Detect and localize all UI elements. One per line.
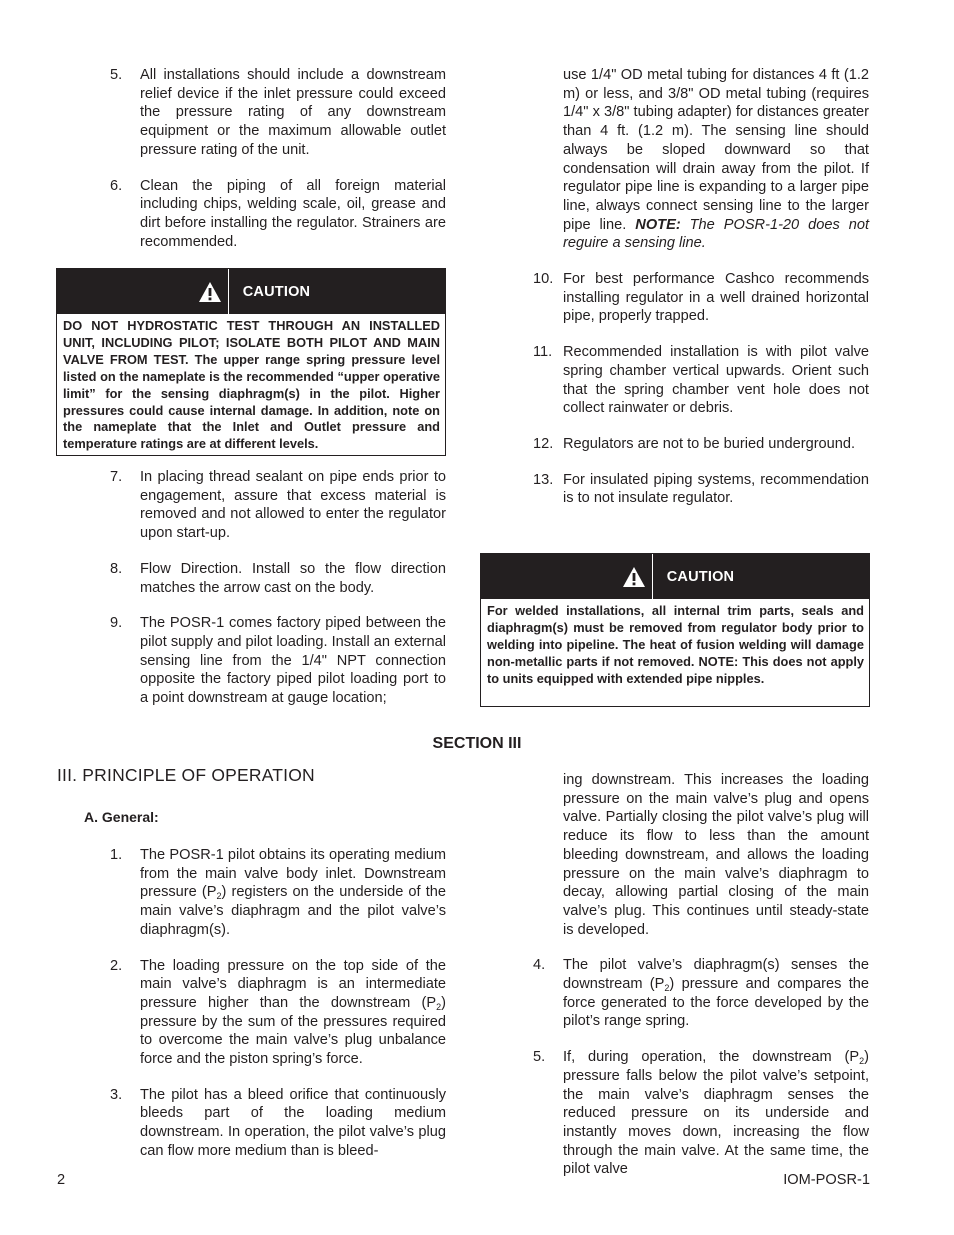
caution-header (57, 269, 445, 314)
item-text: Recommended installation is with pilot valve spring chamber vertical upwards. Orient such that the spring chamber vent hole does not collect rainwater or debris. (563, 344, 869, 417)
subscript: 2 (859, 1056, 865, 1067)
caution-text: For welded installations, all internal trim parts, seals and diaphragm(s) must be removed from regulator body prior to welding into pipeline. The heat of fusion welding will damage non-metallic parts if not removed. NOTE: This does not apply to units equipped with extended pipe nipples. (487, 603, 864, 686)
item-number: 2. (110, 957, 123, 974)
item-text: If, during operation, the downstream (P (563, 1049, 860, 1066)
list-item (110, 66, 446, 160)
left-mid-list (110, 468, 446, 725)
item-text-cont: ) pressure and compares the force generated to the force developed by the pilot’s range spring. (563, 976, 869, 1030)
list-item-continuation (533, 66, 869, 253)
list-item (533, 471, 869, 508)
list-item (533, 270, 869, 326)
item-text: Regulators are not to be buried underground. (563, 435, 856, 452)
item-text: In placing thread sealant on pipe ends prior to engagement, assure that excess material is removed and not allowed to enter the regulator upon start-up. (140, 469, 446, 542)
caution-label: CAUTION (666, 568, 735, 585)
item-number: 3. (110, 1086, 123, 1103)
item-number: 13. (533, 471, 554, 488)
item-number: 5. (110, 67, 123, 83)
item-number: 12. (533, 435, 554, 452)
item-text: Clean the piping of all foreign material including chips, welding scale, oil, grease and dirt before installing the regulator. Strainers are recommended. (140, 177, 446, 250)
list-item (110, 957, 446, 1069)
item-text-cont: ) registers on the underside of the main valve’s diaphragm and the pilot valve’s diaphragm(s). (140, 884, 446, 938)
caution-header (481, 554, 869, 599)
item-number: 6. (110, 177, 123, 194)
warning-triangle-icon (616, 554, 653, 599)
caution-text: DO NOT HYDROSTATIC TEST THROUGH AN INSTALLED UNIT, INCLUDING PILOT; ISOLATE BOTH PILOT AND MAIN VALVE FROM TEST. The upper range spring pressure level listed on the nameplate is the recommended “upper operative limit” for the sensing diaphragm(s) in the pilot. Higher pressures could cause internal damage. In addition, note on the nameplate that the Inlet and Outlet pressure and temperature ratings are at different levels. (63, 318, 440, 452)
item-text: Flow Direction. Install so the flow direction matches the arrow cast on the body. (140, 560, 446, 596)
item-text-cont: ) pressure by the sum of the pressures required to overcome the main valve’s plug unbalance force and the piston spring’s force. (140, 994, 446, 1068)
item-text: The POSR-1 pilot obtains its operating medium from the main valve body inlet. Downstream pressure (P (140, 847, 446, 901)
list-item (110, 177, 446, 252)
section-heading: III. PRINCIPLE OF OPERATION (57, 765, 315, 785)
left-bottom-list (110, 846, 446, 1178)
note-text: The POSR-1-20 does not reguire a sensing line. (563, 216, 869, 252)
item-number: 5. (533, 1049, 546, 1066)
item-number: 7. (110, 469, 123, 485)
left-top-list (110, 66, 446, 268)
document-id: IOM-POSR-1 (783, 1172, 870, 1188)
item-text: The pilot has a bleed orifice that continuously bleeds part of the loading medium downstream. In operation, the pilot valve’s plug can flow more medium than is bleed- (140, 1086, 446, 1159)
item-text: The pilot valve’s diaphragm(s) senses the downstream (P (563, 957, 869, 993)
item-text: For insulated piping systems, recommendation is to not insulate regulator. (563, 471, 869, 507)
item-number: 4. (533, 957, 546, 974)
right-top-list (533, 66, 869, 525)
list-item (533, 956, 869, 1031)
list-item (110, 1086, 446, 1161)
right-bottom-list (533, 771, 869, 1196)
list-item-continuation (533, 771, 869, 939)
item-text: All installations should include a downstream relief device if the inlet pressure could exceed the pressure rating of any downstream equipment or the maximum allowable outlet pressure rating of the unit. (140, 67, 446, 158)
subsection-heading: A. General: (84, 809, 159, 825)
item-number: 11. (533, 344, 553, 361)
subscript: 2 (436, 1001, 442, 1012)
caution-box-hydrostatic (56, 268, 446, 456)
item-text-cont: ) pressure falls below the pilot valve’s setpoint, the main valve’s diaphragm senses the reduced pressure on its underside and instantly moves down, increasing the flow through the main valve. At the same time, the pilot valve (563, 1049, 869, 1178)
subscript: 2 (216, 891, 222, 902)
caution-box-welding (480, 553, 870, 707)
subscript: 2 (664, 983, 670, 994)
item-number: 9. (110, 615, 123, 632)
item-text: For best performance Cashco recommends installing regulator in a well drained horizontal pipe, properly trapped. (563, 271, 869, 325)
list-item (110, 560, 446, 597)
item-text: ing downstream. This increases the loading pressure on the main valve’s plug and opens valve. Partially closing the pilot valve’s plug will reduce its flow to less than the amount bleeding downstream, and allows the loading pressure on the main valve’s diaphragm to decay, allowing partial closing of the main valve’s plug. This continues until steady-state is developed. (563, 772, 869, 938)
item-number: 8. (110, 560, 123, 577)
note-label: NOTE: (635, 216, 681, 233)
section-title: SECTION III (432, 735, 522, 752)
list-item (533, 1048, 869, 1179)
warning-triangle-icon (192, 269, 229, 314)
list-item (533, 343, 869, 418)
item-number: 1. (110, 847, 123, 863)
item-text: The loading pressure on the top side of the main valve’s diaphragm is an intermediate pressure higher than the downstream (P (140, 957, 446, 1011)
list-item (110, 846, 446, 940)
item-number: 10. (533, 271, 554, 288)
list-item (110, 468, 446, 543)
page-number: 2 (57, 1172, 66, 1188)
caution-label: CAUTION (242, 283, 311, 300)
item-text: use 1/4" OD metal tubing for distances 4 ft (1.2 m) or less, and 3/8" OD metal tubing (requires 1/4" x 3/8" tubing adapter) for distances greater than 4 ft. (1.2 m). The sensing line should always be sloped downward so that condensation will drain away from the pilot. If regulator pipe line is expanding to a larger pipe line, always connect sensing line to the larger pipe line. (563, 67, 869, 233)
item-text: The POSR-1 comes factory piped between the pilot supply and pilot loading. Install an external sensing line from the 1/4" NPT connection opposite the factory piped pilot loading port to a point downstream at gauge location; (140, 615, 446, 707)
list-item (533, 435, 869, 454)
list-item (110, 614, 446, 708)
